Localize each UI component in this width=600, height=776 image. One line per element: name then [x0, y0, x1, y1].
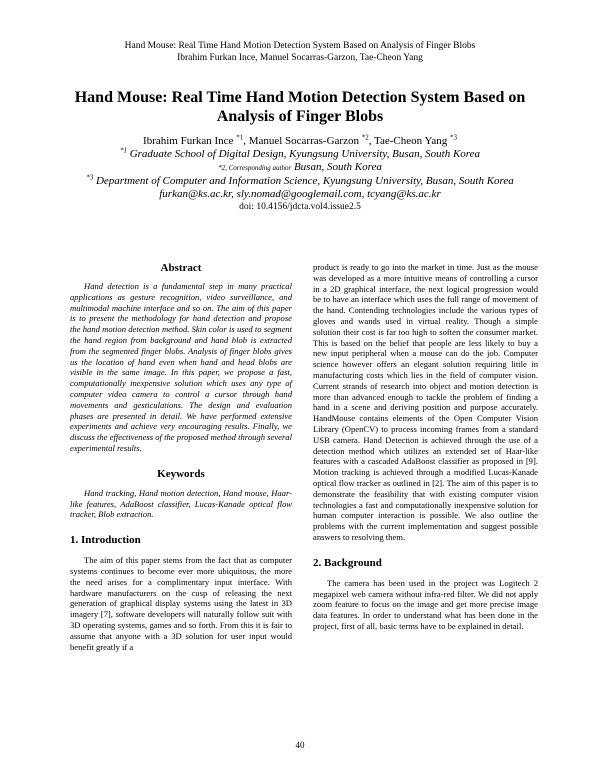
keywords-text: Hand tracking, Hand motion detection, Hand mouse, Haar-like features, AdaBoost classifier, Lucas-Kanade optical flow tracker, Blob extraction.: [70, 487, 292, 520]
running-header: [0, 40, 600, 64]
affiliation-1-text: Graduate School of Digital Design, Kyungsung University, Busan, South Korea: [129, 148, 481, 160]
corresponding-author-note: *2, Corresponding author: [218, 164, 292, 172]
running-header-authors: Ibrahim Furkan Ince, Manuel Socarras-Garzon, Tae-Cheon Yang: [177, 53, 423, 63]
author-1: Ibrahim Furkan Ince: [143, 135, 234, 147]
introduction-heading: 1. Introduction: [70, 534, 141, 547]
affiliation-3-text: Department of Computer and Information Science, Kyungsung University, Busan, South Korea: [95, 175, 514, 187]
author-3-sup: *3: [449, 133, 457, 142]
author-1-sup: *1: [236, 133, 244, 142]
abstract-heading: Abstract: [160, 262, 202, 274]
author-names: Ibrahim Furkan Ince $^{*1}$, Manuel Socarras-Garzon $^{*2}$, Tae-Cheon Yang $^{*3}$: [143, 133, 457, 147]
doi: doi: 10.4156/jdcta.vol4.issue2.5: [239, 202, 361, 212]
running-header-title: Hand Mouse: Real Time Hand Motion Detection System Based on Analysis of Finger Blobs: [124, 41, 476, 51]
affiliation-3: [0, 175, 600, 188]
affiliation-3-sup: *3: [86, 173, 94, 182]
paper-title-line2: Analysis of Finger Blobs: [216, 108, 384, 125]
page-number: 40: [295, 740, 305, 750]
affiliation-1-sup: *1: [119, 146, 127, 155]
paper-title-line1: Hand Mouse: Real Time Hand Motion Detection System Based on: [74, 89, 526, 106]
author-3: Tae-Cheon Yang: [374, 135, 448, 147]
right-column: [313, 262, 538, 632]
abstract-text: Hand detection is a fundamental step in many practical applications as gesture recognition, video surveillance, and multimodal machine interface and so on. The aim of this paper is to present the methodology for hand detection and propose the hand motion detection method. Skin color is used to segment the hand region from background and hand blob is extracted from the segmented finger blobs. Analysis of finger blobs gives us the location of hand even when hand and head blobs are visible in the same image. In this paper, we propose a fast, computationally inexpensive solution which uses any type of computer video camera to control a cursor through hand movements and gesticulations. The design and evaluation phases are presented in detail. We have performed extensive experiments and achieve very encouraging results. Finally, we discuss the effectiveness of the proposed method through several experimental results.: [70, 281, 292, 453]
keywords-heading: Keywords: [157, 467, 205, 480]
author-2-sup: *2: [361, 133, 369, 142]
background-text: The camera has been used in the project was Logitech 2 megapixel web camera without infra-red filter. We did not apply zoom feature to focus on the image and get more precise image data features. In order to understand what has been done in the project, first of all, basic terms have to be explained in detail.: [313, 577, 538, 631]
left-column: [70, 262, 292, 652]
background-heading: 2. Background: [313, 556, 382, 569]
affiliation-2-text: Busan, South Korea: [293, 161, 382, 173]
author-block: [0, 135, 600, 214]
paper-title: [60, 88, 540, 126]
author-emails: furkan@ks.ac.kr, sly.nomad@googlemail.com, tcyang@ks.ac.kr: [159, 188, 441, 200]
affiliation-1: [0, 148, 600, 161]
introduction-continued: product is ready to go into the market in time. Just as the mouse was developed as a more intuitive means of controlling a cursor in a 2D graphical interface, the next logical progression would be to have an interface which uses the full range of movement of the hand. Contending technologies include the various types of gloves and wands used in virtual reality. Though a simple solution their cost is far too high to soften the consumer market. This is based on the belief that people are less likely to buy a new input peripheral when a mouse can do the job. Computer science however offers an elegant solution requiring little in manufacturing costs which lies in the field of computer vision. Current strands of research into object and motion detection is more than advanced enough to tackle the problem of finding a hand in a scene and deriving position and purpose accurately. HandMouse contains elements of the Open Computer Vision Library (OpenCV) to process incoming frames from a standard USB camera. Hand Detection is achieved through the use of a detection method which utilizes an extended set of Haar-like features with a cascaded AdaBoost classifier as proposed in [9]. Motion tracking is achieved through a modified Lucas-Kanade optical flow tracker as outlined in [2]. The aim of this paper is to demonstrate the feasibility that with existing computer vision technologies a fast and computationally inexpensive solution for human computer interaction is possible. We also outline the problems with the current implementation and suggest possible answers to resolving them.: [313, 262, 538, 542]
author-2: Manuel Socarras-Garzon: [248, 135, 359, 147]
introduction-text: The aim of this paper stems from the fact that as computer systems continues to become ever more ubiquitous, the more the need arises for a complimentary input interface. With hardware manufacturers on the cusp of releasing the next generation of graphical display systems using the latest in 3D imagery [7], software developers will naturally follow suit with 3D operating systems, games and so forth. From this it is fair to assume that anyone with a 3D solution for user input would benefit greatly if a: [70, 555, 292, 652]
